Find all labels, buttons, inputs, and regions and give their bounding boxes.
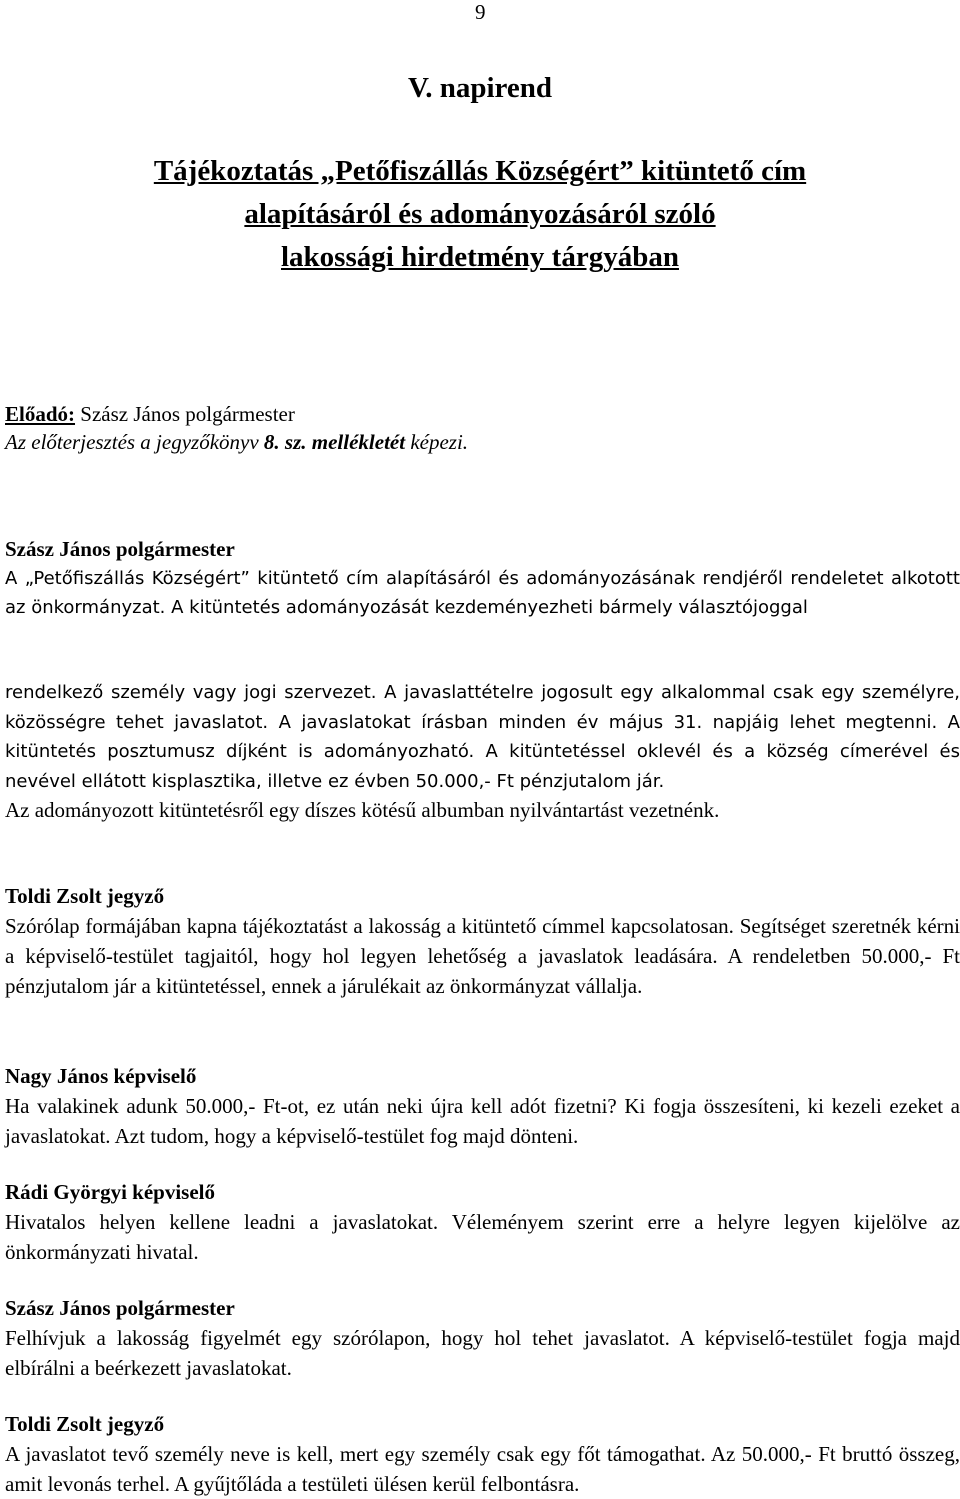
title-line-2: alapításáról és adományozásáról szóló	[244, 198, 716, 230]
attachment-prefix: Az előterjesztés a jegyzőkönyv	[5, 430, 264, 454]
attachment-suffix: képezi.	[405, 430, 469, 454]
section-5	[5, 1294, 960, 1383]
title-line-1: Tájékoztatás „Petőfiszállás Községért” kitüntető cím	[153, 155, 807, 187]
section-6	[5, 1410, 960, 1499]
section-text: Az adományozott kitüntetésről egy díszes kötésű albumban nyilvántartást vezetnénk.	[5, 798, 720, 822]
presenter-name: Szász János polgármester	[80, 402, 295, 426]
section-text: A javaslatot tevő személy neve is kell, mert egy személy csak egy főt támogathat. Az 50.000,- Ft bruttó összeg, amit levonás terhel. A gyűjtőláda a testületi ülésen kerül felbontásra.	[5, 1442, 960, 1496]
section-text: A „Petőfiszállás Községért” kitüntető cím alapításáról és adományozásának rendjéről rendeletet alkotott az önkormányzat. A kitüntetés adományozását kezdeményezheti bármely választójoggal	[5, 568, 960, 618]
speaker-name: Toldi Zsolt jegyző	[5, 884, 165, 908]
section-text: Ha valakinek adunk 50.000,- Ft-ot, ez után neki újra kell adót fizetni? Ki fogja összesíteni, ki kezeli ezeket a javaslatokat. Azt tudom, hogy a képviselő-testület fog majd dönteni.	[5, 1094, 960, 1148]
section-4	[5, 1178, 960, 1267]
presenter-label: Előadó:	[5, 402, 76, 426]
title-line-3: lakossági hirdetmény tárgyában	[281, 241, 679, 273]
speaker-name: Nagy János képviselő	[5, 1064, 197, 1088]
section-text: Felhívjuk a lakosság figyelmét egy szórólapon, hogy hol tehet javaslatot. A képviselő-testület fogja majd elbírálni a beérkezett javaslatokat.	[5, 1326, 960, 1380]
meta-block	[5, 400, 468, 456]
section-1-continued	[5, 678, 960, 825]
presenter-line	[5, 400, 468, 428]
speaker-name: Szász János polgármester	[5, 537, 235, 561]
section-1	[5, 535, 960, 622]
speaker-name: Szász János polgármester	[5, 1296, 235, 1320]
section-text: rendelkező személy vagy jogi szervezet. A javaslattételre jogosult egy alkalommal csak egy személyre, közösségre tehet javaslatot. A javaslatokat írásban minden év május 31. napjáig lehet megtenni. A kitüntetés posztumusz díjként is adományozható. A kitüntetéssel oklevél és a község címerével és nevével ellátott kisplasztika, illetve ez évben 50.000,- Ft pénzjutalom jár.	[5, 682, 960, 792]
attachment-bold: 8. sz. mellékletét	[263, 430, 406, 454]
agenda-title: V. napirend	[408, 72, 552, 104]
page-number: 9	[475, 0, 486, 24]
section-2	[5, 882, 960, 1001]
section-text: Szórólap formájában kapna tájékoztatást a lakosság a kitüntető címmel kapcsolatosan. Segítséget szeretnék kérni a képviselő-testület tagjaitól, hogy hol legyen lehetőség a javaslatok leadására. A rendeletben 50.000,- Ft pénzjutalom jár a kitüntetéssel, ennek a járulékait az önkormányzat vállalja.	[5, 914, 960, 998]
attachment-note	[5, 428, 468, 456]
section-text: Hivatalos helyen kellene leadni a javaslatokat. Véleményem szerint erre a helyre legyen kijelölve az önkormányzati hivatal.	[5, 1210, 960, 1264]
section-3	[5, 1062, 960, 1151]
speaker-name: Rádi Györgyi képviselő	[5, 1180, 216, 1204]
document-title	[0, 150, 960, 279]
speaker-name: Toldi Zsolt jegyző	[5, 1412, 165, 1436]
